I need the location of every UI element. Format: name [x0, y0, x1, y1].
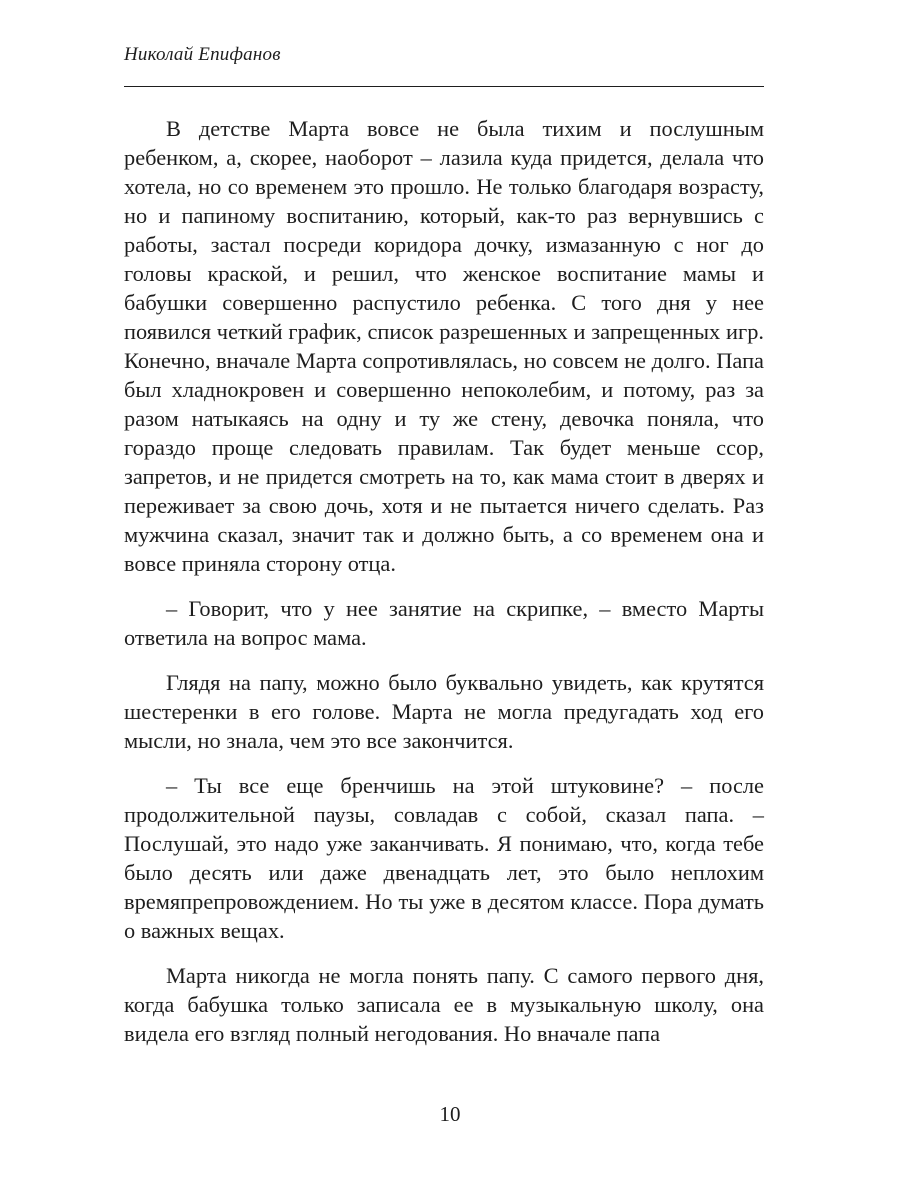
header-rule — [124, 86, 764, 87]
running-header-author: Николай Епифанов — [124, 44, 281, 65]
paragraph: – Говорит, что у нее занятие на скрипке, – вместо Марты ответила на вопрос мама. — [124, 596, 764, 650]
paragraph: Марта никогда не могла понять папу. С самого первого дня, когда бабушка только записала ее в музыкальную школу, она видела его взгляд полный негодования. Но вначале папа — [124, 963, 764, 1046]
paragraph: Глядя на папу, можно было буквально увидеть, как крутятся шестеренки в его голове. Марта не могла предугадать ход его мысли, но знала, чем это все закончится. — [124, 670, 764, 753]
paragraph: – Ты все еще бренчишь на этой штуковине? – после продолжительной паузы, совладав с собой, сказал папа. – Послушай, это надо уже заканчивать. Я понимаю, что, когда тебе было десять или даже двенадцать лет, это было неплохим времяпрепровождением. Но ты уже в десятом классе. Пора думать о важных вещах. — [124, 773, 764, 943]
body-text — [124, 114, 764, 1064]
paragraph: В детстве Марта вовсе не была тихим и послушным ребенком, а, скорее, наоборот – лазила куда придется, делала что хотела, но со временем это прошло. Не только благодаря возрасту, но и папиному воспитанию, который, как-то раз вернувшись с работы, застал посреди коридора дочку, измазанную с ног до головы краской, и решил, что женское воспитание мамы и бабушки совершенно распустило ребенка. С того дня у нее появился четкий график, список разрешенных и запрещенных игр. Конечно, вначале Марта сопротивлялась, но совсем не долго. Папа был хладнокровен и совершенно непоколебим, и потому, раз за разом натыкаясь на одну и ту же стену, девочка поняла, что гораздо проще следовать правилам. Так будет меньше ссор, запретов, и не придется смотреть на то, как мама стоит в дверях и переживает за свою дочь, хотя и не пытается ничего сделать. Раз мужчина сказал, значит так и должно быть, а со временем она и вовсе приняла сторону отца. — [124, 116, 764, 576]
page-number: 10 — [439, 1102, 461, 1126]
